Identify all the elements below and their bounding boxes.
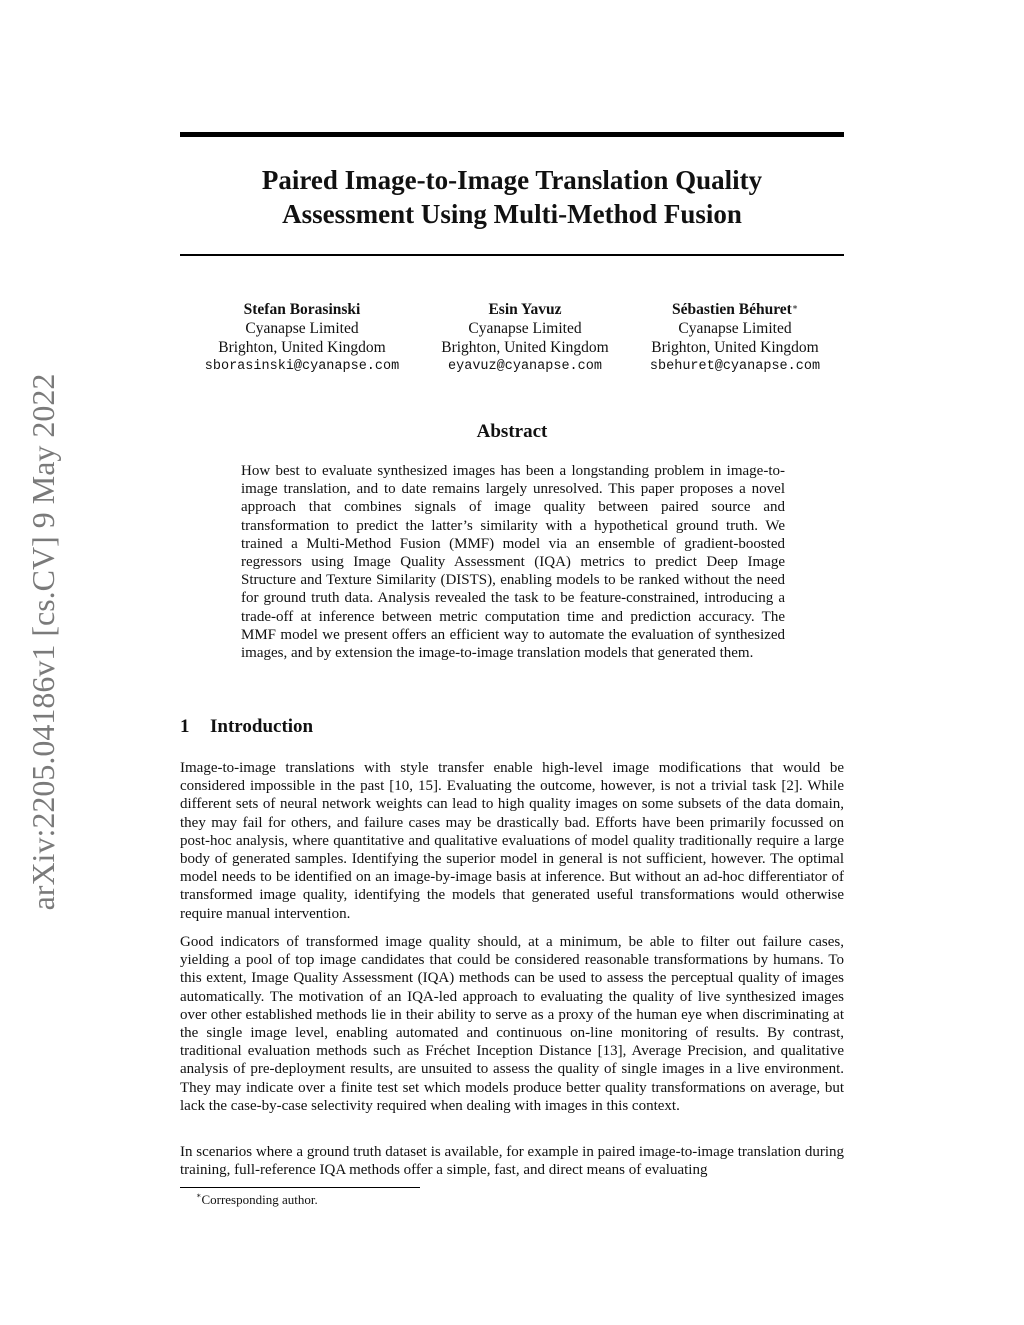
author-card	[425, 300, 625, 376]
author-affiliation: Cyanapse Limited	[468, 320, 582, 337]
footnote-text: Corresponding author.	[201, 1192, 318, 1207]
author-name-line	[635, 300, 835, 319]
author-affiliation: Cyanapse Limited	[678, 320, 792, 337]
body-paragraph: Image-to-image translations with style transfer enable high-level image modifications that would be considered impossible in the past [10, 15]. Evaluating the outcome, however, is not a trivial task [2]. While different sets of neural network weights can lead to high quality images on some subsets of the data domain, they may fail for others, and failure cases may be drastically bad. Efforts have been primarily focussed on post-hoc analysis, where quantitative and qualitative evaluations of model quality traditionally require a large body of generated samples. Identifying the superior model in general is not sufficient, however. The optimal model needs to be identified on an image-by-image basis at inference. But without an ad-hoc differentiator of transformed image quality, identifying the models that generated useful transformations would otherwise require manual intervention.	[180, 760, 844, 922]
author-location: Brighton, United Kingdom	[441, 339, 609, 356]
corresponding-author-marker: ∗	[791, 302, 798, 312]
title-bottom-rule	[180, 254, 844, 256]
author-card	[192, 300, 412, 376]
author-card	[635, 300, 835, 376]
paper-title-line-2: Assessment Using Multi-Method Fusion	[282, 199, 742, 229]
author-block	[180, 300, 844, 380]
author-name: Stefan Borasinski	[243, 301, 361, 318]
footnote	[196, 1192, 318, 1208]
author-email[interactable]: sbehuret@cyanapse.com	[649, 359, 821, 374]
paper-title	[180, 163, 844, 231]
section-number: 1	[180, 716, 190, 737]
author-email[interactable]: sborasinski@cyanapse.com	[204, 359, 400, 374]
body-paragraph: In scenarios where a ground truth dataset is available, for example in paired image-to-image translation during training, full-reference IQA methods offer a simple, fast, and direct means of evaluating	[180, 1144, 844, 1179]
arxiv-identifier-text: arXiv:2205.04186v1 [cs.CV] 9 May 2022	[25, 373, 61, 911]
section-title: Introduction	[210, 716, 314, 737]
author-location: Brighton, United Kingdom	[218, 339, 386, 356]
author-affiliation: Cyanapse Limited	[245, 320, 359, 337]
section-heading	[180, 716, 313, 738]
author-name: Sébastien Béhuret	[672, 301, 792, 318]
author-email[interactable]: eyavuz@cyanapse.com	[448, 359, 602, 374]
body-paragraph: Good indicators of transformed image quality should, at a minimum, be able to filter out failure cases, yielding a pool of top image candidates that could be considered reasonable transformations by humans. To this extent, Image Quality Assessment (IQA) methods can be used to assess the perceptual quality of images automatically. The motivation of an IQA-led approach to evaluating the quality of live synthesized images over other established methods lie in their ability to serve as a proxy of the human eye when discriminating at the single image level, enabling automated and continuous on-line monitoring of results. By contrast, traditional evaluation methods such as Fréchet Inception Distance [13], Average Precision, and qualitative analysis of pre-deployment results, are unsuited to assess the quality of single images in a live environment. They may indicate over a finite test set which models produce better quality transformations on average, but lack the case-by-case selectivity required when dealing with images in this context.	[180, 934, 844, 1114]
author-name: Esin Yavuz	[488, 301, 562, 318]
paper-title-line-1: Paired Image-to-Image Translation Quality	[261, 165, 763, 195]
title-top-rule	[180, 132, 844, 137]
footnote-marker: ∗	[196, 1191, 202, 1200]
abstract-heading: Abstract	[476, 421, 548, 442]
abstract-text: How best to evaluate synthesized images has been a longstanding problem in image-to-image translation, and to date remains largely unresolved. This paper proposes a novel approach that combines signals of image quality between paired source and transformation to predict the latter’s similarity with a hypothetical ground truth. We trained a Multi-Method Fusion (MMF) model via an ensemble of gradient-boosted regressors using Image Quality Assessment (IQA) metrics to predict Deep Image Structure and Texture Similarity (DISTS), enabling models to be ranked without the need for ground truth data. Analysis revealed the task to be feature-constrained, introducing a trade-off at inference between metric computation time and prediction accuracy. The MMF model we present offers an efficient way to automate the evaluation of synthesized images, and by extension the image-to-image translation models that generated them.	[241, 463, 785, 662]
author-location: Brighton, United Kingdom	[651, 339, 819, 356]
footnote-rule	[180, 1187, 420, 1188]
